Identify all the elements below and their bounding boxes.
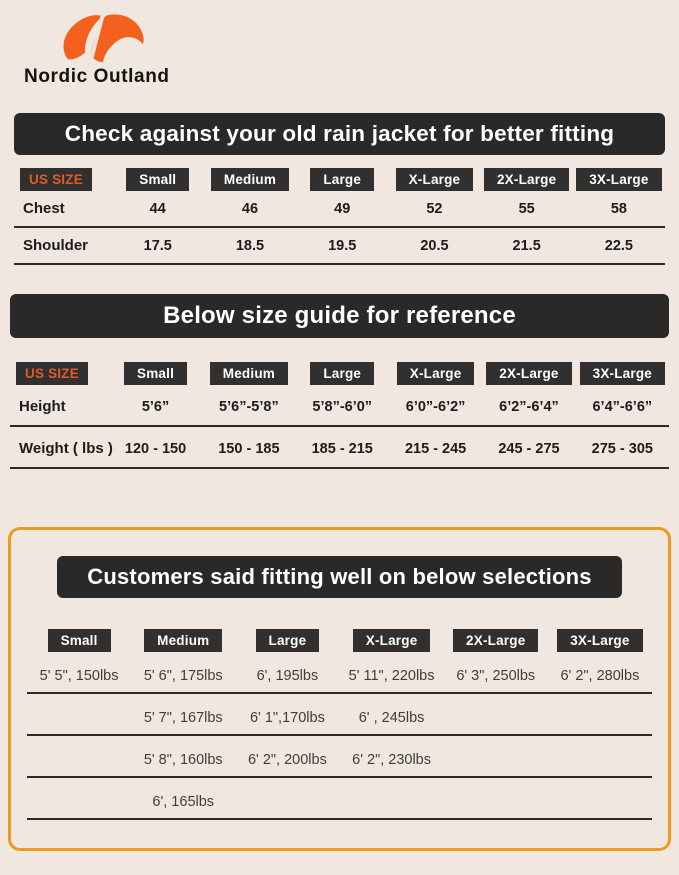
size-badge-2xlarge: 2X-Large xyxy=(453,629,538,652)
banner-old-jacket: Check against your old rain jacket for better fitting xyxy=(14,113,665,155)
customer-fit-value: 6' 2", 230lbs xyxy=(352,752,431,768)
cell-value: 49 xyxy=(334,200,351,217)
customer-fit-value: 5' 6", 175lbs xyxy=(143,668,223,684)
table-row-shoulder xyxy=(14,228,665,265)
section-customer-fitting xyxy=(8,527,671,851)
size-badge-small: Small xyxy=(126,168,189,191)
customer-row-1 xyxy=(27,652,652,694)
brand-name: Nordic Outland xyxy=(24,66,170,87)
cell-value: 46 xyxy=(241,200,259,217)
size-badge-medium: Medium xyxy=(210,362,288,385)
banner-customer-fitting: Customers said fitting well on below selections xyxy=(57,556,622,598)
size-badge-2xlarge: 2X-Large xyxy=(486,362,571,385)
cell-value: 55 xyxy=(518,200,535,217)
row-label: Height xyxy=(19,398,66,415)
us-size-badge: US SIZE xyxy=(20,168,92,191)
customer-row-2 xyxy=(27,694,652,736)
size-badge-2xlarge: 2X-Large xyxy=(484,168,569,191)
cell-value: 18.5 xyxy=(235,237,265,254)
size-badge-3xlarge: 3X-Large xyxy=(576,168,661,191)
table-row-height xyxy=(10,385,669,427)
customer-fit-value: 6', 195lbs xyxy=(256,668,319,684)
customer-row-3 xyxy=(27,736,652,778)
size-badge-medium: Medium xyxy=(144,629,222,652)
banner-size-guide: Below size guide for reference xyxy=(10,294,669,338)
customer-fit-value: 5' 11", 220lbs xyxy=(348,668,435,684)
size-header-row-3 xyxy=(27,629,652,652)
cell-value: 185 - 215 xyxy=(311,440,373,457)
row-label: Shoulder xyxy=(23,237,89,254)
customer-fit-value: 6' 1",170lbs xyxy=(249,710,325,726)
cell-value: 5’6”-5’8” xyxy=(219,398,279,415)
size-badge-small: Small xyxy=(48,629,111,652)
size-badge-medium: Medium xyxy=(211,168,289,191)
size-badge-xlarge: X-Large xyxy=(353,629,431,652)
section-size-guide xyxy=(10,294,669,469)
size-badge-xlarge: X-Large xyxy=(397,362,475,385)
cell-value: 6’2”-6’4” xyxy=(499,398,559,415)
customer-fit-value: 5' 7", 167lbs xyxy=(143,710,223,726)
size-badge-large: Large xyxy=(310,168,374,191)
cell-value: 245 - 275 xyxy=(498,440,560,457)
table-row-weight xyxy=(10,427,669,469)
cell-value: 5’6” xyxy=(141,398,170,415)
cell-value: 5’8”-6’0” xyxy=(312,398,373,415)
size-badge-xlarge: X-Large xyxy=(396,168,474,191)
row-label: Weight ( lbs ) xyxy=(19,440,113,457)
cell-value: 52 xyxy=(426,200,443,217)
swoosh-n-icon xyxy=(54,12,154,64)
size-badge-large: Large xyxy=(256,629,320,652)
customer-fit-value: 6', 165lbs xyxy=(152,794,215,810)
us-size-badge: US SIZE xyxy=(16,362,88,385)
size-badge-3xlarge: 3X-Large xyxy=(580,362,665,385)
table-row-chest xyxy=(14,191,665,228)
cell-value: 6’0”-6’2” xyxy=(405,398,466,415)
cell-value: 150 - 185 xyxy=(218,440,280,457)
cell-value: 44 xyxy=(149,200,166,217)
customer-row-4 xyxy=(27,778,652,820)
row-label: Chest xyxy=(23,200,65,217)
cell-value: 17.5 xyxy=(143,237,172,254)
customer-fit-value: 6' 2", 280lbs xyxy=(560,668,640,684)
cell-value: 6’4”-6’6” xyxy=(592,398,653,415)
size-badge-large: Large xyxy=(310,362,374,385)
cell-value: 20.5 xyxy=(420,237,449,254)
size-header-row-1 xyxy=(14,168,665,191)
customer-fit-value: 5' 8", 160lbs xyxy=(143,752,223,768)
size-badge-small: Small xyxy=(124,362,187,385)
customer-fit-value: 6' 2", 200lbs xyxy=(247,752,327,768)
customer-fit-value: 6' , 245lbs xyxy=(358,710,425,726)
section-old-jacket xyxy=(14,113,665,265)
size-badge-3xlarge: 3X-Large xyxy=(557,629,642,652)
cell-value: 58 xyxy=(610,200,627,217)
cell-value: 21.5 xyxy=(512,237,541,254)
cell-value: 275 - 305 xyxy=(591,440,653,457)
customer-fit-value: 5' 5", 150lbs xyxy=(39,668,119,684)
cell-value: 22.5 xyxy=(604,237,633,254)
size-header-row-2 xyxy=(10,362,669,385)
cell-value: 215 - 245 xyxy=(404,440,467,457)
customer-fit-value: 6' 3", 250lbs xyxy=(456,668,536,684)
cell-value: 120 - 150 xyxy=(124,440,187,457)
brand-logo xyxy=(24,12,679,88)
cell-value: 19.5 xyxy=(328,237,357,254)
